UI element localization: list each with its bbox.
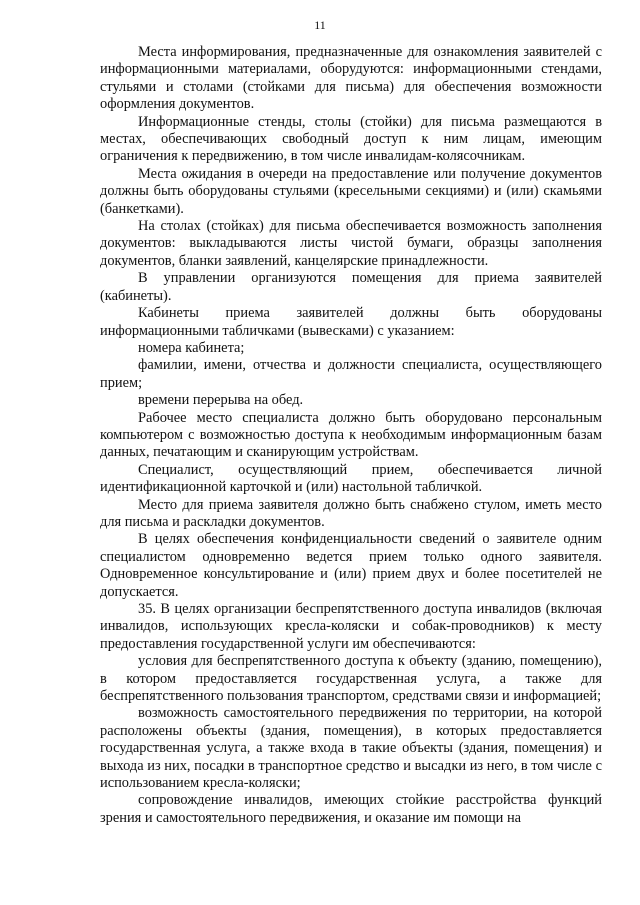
paragraph: Места ожидания в очереди на предоставление или получение документов должны быть оборудованы стульями (кресельными секциями) и (или) скамьями (банкетками).: [100, 165, 602, 217]
list-item: возможность самостоятельного передвижения по территории, на которой расположены объекты (здания, помещения), в которых предоставляется государственная услуга, а также входа в такие объекты (здания, помещения) и выхода из них, посадки в транспортное средство и высадки из него, в том числе с использованием кресла-коляски;: [100, 705, 602, 792]
paragraph: В целях обеспечения конфиденциальности сведений о заявителе одним специалистом одновременно ведется прием только одного заявителя. Одновременное консультирование и (или) прием двух и более посетителей не допускается.: [100, 531, 602, 600]
paragraph: Специалист, осуществляющий прием, обеспечивается личной идентификационной карточкой и (или) настольной табличкой.: [100, 461, 602, 496]
paragraph: Места информирования, предназначенные для ознакомления заявителей с информационными материалами, оборудуются: информационными стендами, стульями и столами (стойками для письма) для обеспечения возможности оформления документов.: [100, 44, 602, 113]
list-item: фамилии, имени, отчества и должности специалиста, осуществляющего прием;: [100, 357, 602, 391]
paragraph: На столах (стойках) для письма обеспечивается возможность заполнения документов: выкладываются листы чистой бумаги, образцы заполнения документов, бланки заявлений, канцелярские принадлежности.: [100, 218, 602, 269]
document-body: [100, 44, 602, 827]
list-item: времени перерыва на обед.: [138, 392, 304, 409]
paragraph: Рабочее место специалиста должно быть оборудовано персональным компьютером с возможностью доступа к необходимым информационным базам данных, печатающим и сканирующим устройствам.: [100, 409, 602, 461]
page-number: 11: [314, 18, 326, 32]
list-item: сопровождение инвалидов, имеющих стойкие расстройства функций зрения и самостоятельного передвижения, и оказание им помощи на: [100, 792, 602, 826]
list-item: условия для беспрепятственного доступа к объекту (зданию, помещению), в котором предоставляется государственная услуга, а также для беспрепятственного пользования транспортом, средствами связи и информацией;: [100, 653, 602, 705]
paragraph: Информационные стенды, столы (стойки) для письма размещаются в местах, обеспечивающих свободный доступ к ним лицам, имеющим ограничения к передвижению, в том числе инвалидам-колясочникам.: [100, 113, 602, 165]
paragraph: Кабинеты приема заявителей должны быть оборудованы информационными табличками (вывесками) с указанием:: [100, 305, 602, 339]
paragraph: Место для приема заявителя должно быть снабжено стулом, иметь место для письма и раскладки документов.: [100, 496, 602, 530]
list-item: номера кабинета;: [138, 339, 245, 356]
paragraph: В управлении организуются помещения для приема заявителей (кабинеты).: [100, 270, 602, 304]
section-paragraph: 35. В целях организации беспрепятственного доступа инвалидов (включая инвалидов, использующих кресла-коляски и собак-проводников) к месту предоставления государственной услуги им обеспечиваются:: [100, 601, 602, 652]
